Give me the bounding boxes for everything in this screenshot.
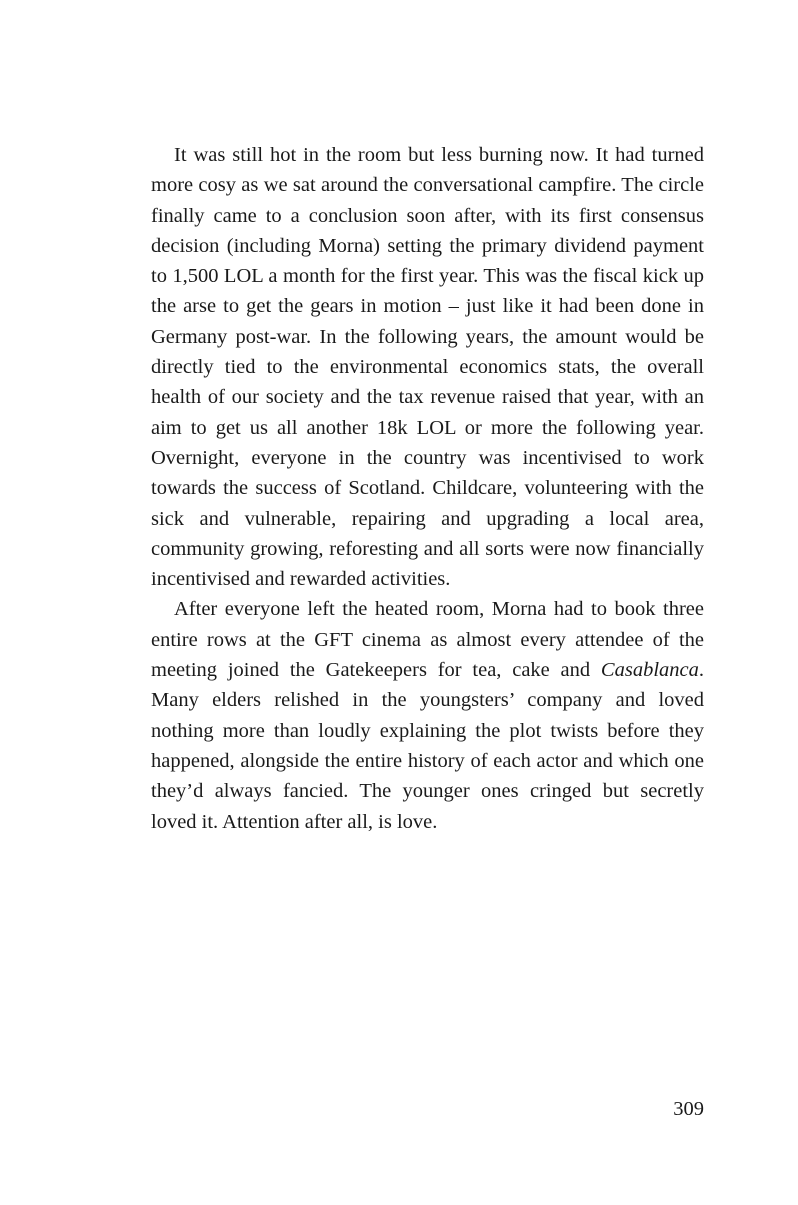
page-number: 309 [673, 1098, 704, 1120]
paragraph-2-end: . Many elders relished in the youngsters’ company and loved nothing more than loudly explaining the plot twists before they happened, alongside the entire history of each actor and which one they’d always fancied. The younger ones cringed but secretly loved it. Attention after all, is love. [151, 659, 704, 833]
film-title: Casablanca [600, 659, 699, 682]
paragraph-2-start: After everyone left the heated room, Morna had to book three entire rows at the GFT cinema as almost every attendee of the meeting joined the Gatekeepers for tea, cake and [151, 598, 704, 682]
paragraph-1: It was still hot in the room but less burning now. It had turned more cosy as we sat around the conversational campfire. The circle finally came to a conclusion soon after, with its first consensus decision (including Morna) setting the primary dividend payment to 1,500 LOL a month for the first year. This was the fiscal kick up the arse to get the gears in motion – just like it had been done in Germany post-war. In the following years, the amount would be directly tied to the environmental economics stats, the overall health of our society and the tax revenue raised that year, with an aim to get us all another 18k LOL or more the following year. Overnight, everyone in the country was incentivised to work towards the success of Scotland. Childcare, volunteering with the sick and vulnerable, repairing and upgrading a local area, community growing, reforesting and all sorts were now financially incentivised and rewarded activities. [151, 144, 704, 591]
paragraph-2 [151, 594, 704, 836]
body-text [151, 140, 704, 837]
